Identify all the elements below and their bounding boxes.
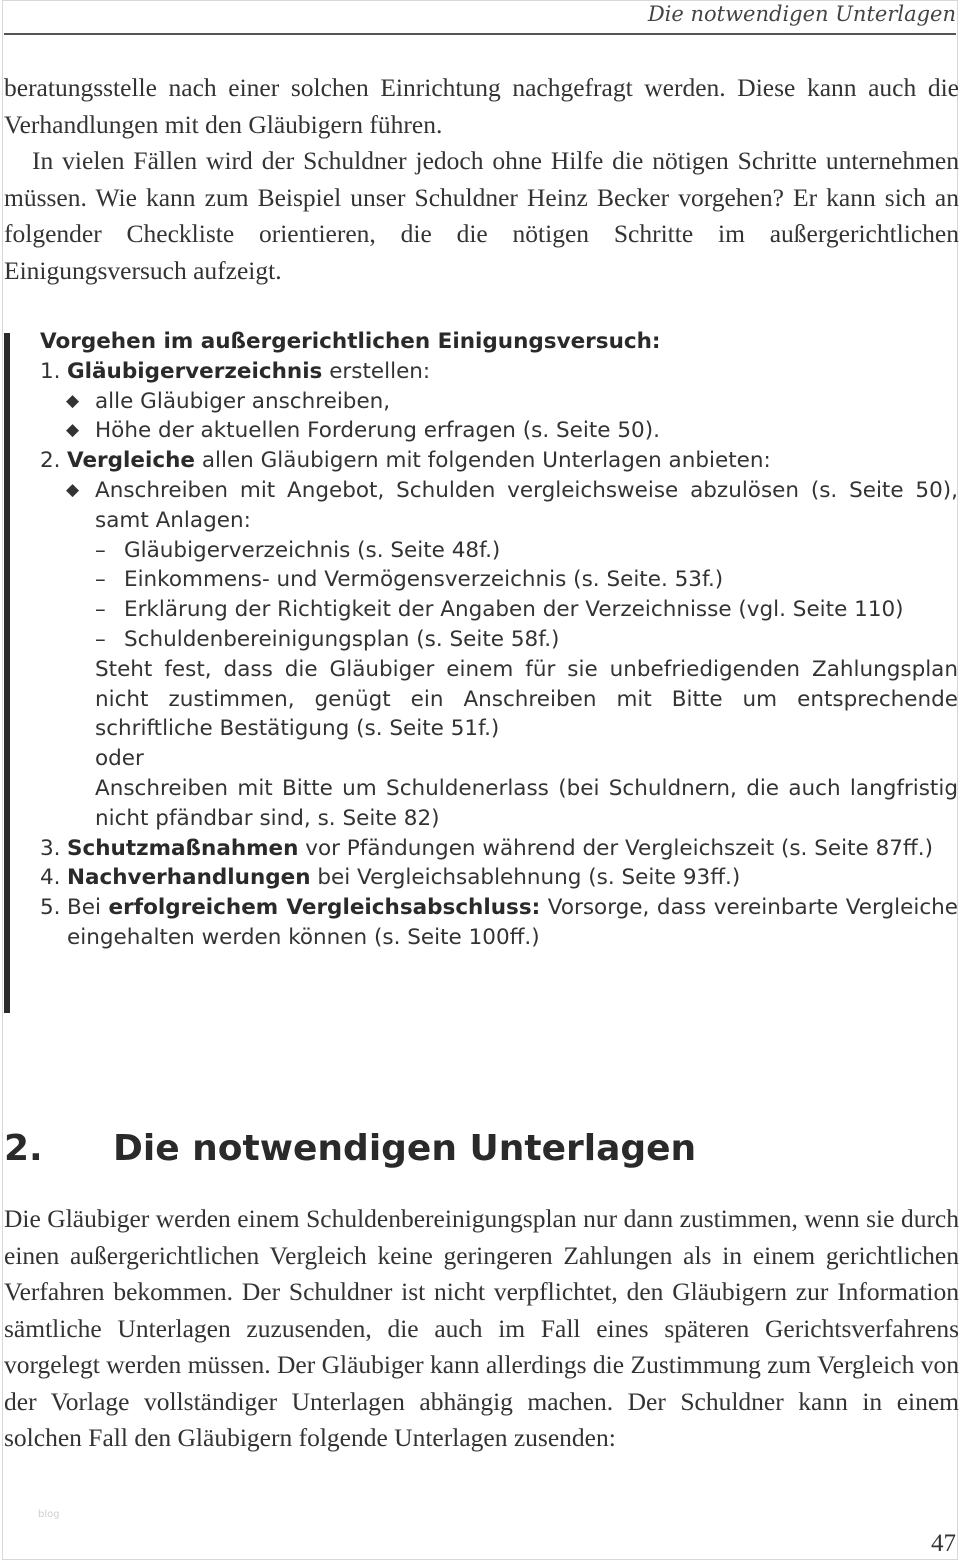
dash-bullet-icon: – [95,597,106,623]
watermark: blog [38,1509,60,1520]
dash-bullet-icon: – [95,537,106,563]
intro-text [4,70,959,290]
item-keyword: Schutzmaßnahmen [67,835,299,861]
section-number: 2. [4,1128,43,1169]
checklist-item-2: 2. Vergleiche allen Gläubigern mit folgenden Unterlagen anbieten: [40,446,958,476]
item-number: 3. [40,835,61,861]
diamond-bullet-icon: ◆ [66,390,80,411]
checklist-title: Vorgehen im außergerichtlichen Einigungsversuch: [40,329,661,354]
dash-item: – Gläubigerverzeichnis (s. Seite 48f.) [40,536,958,566]
item-keyword: Gläubigerverzeichnis [67,358,323,384]
section-heading [4,1126,696,1172]
item-number: 2. [40,448,61,474]
checklist-side-bar [4,333,10,1013]
checklist-box [40,327,958,953]
section-paragraph: Die Gläubiger werden einem Schuldenbereinigungsplan nur dann zustimmen, wenn sie durch einen außergerichtlichen Vergleich keine geringeren Zahlungen als in einem gerichtlichen Verfahren bekommen. Der Schuldner ist nicht verpflichtet, den Gläubigern zur Information sämtliche Unterlagen zuzusenden, die auch im Fall eines späteren Gerichtsverfahrens vorgelegt werden müssen. Der Gläubiger kann allerdings die Zustimmung zum Vergleich von der Vorlage vollständiger Unterlagen abhängig machen. Der Schuldner kann in einem solchen Fall den Gläubigern folgende Unterlagen zusenden: [4,1204,959,1452]
section-body [4,1201,959,1457]
section-title: Die notwendigen Unterlagen [113,1128,697,1169]
intro-paragraph-2: In vielen Fällen wird der Schuldner jedoch ohne Hilfe die nötigen Schritte unternehmen müssen. Wie kann zum Beispiel unser Schuldner Heinz Becker vorgehen? Er kann sich an folgender Checkliste orientieren, die die nötigen Schritte im außergerichtlichen Einigungsversuch aufzeigt. [4,146,959,285]
bullet-item: ◆ Höhe der aktuellen Forderung erfragen (s. Seite 50). [40,416,958,446]
dash-bullet-icon: – [95,567,106,593]
item-number: 4. [40,865,61,891]
page-number: 47 [931,1530,956,1557]
checklist-item-4: 4. Nachverhandlungen bei Vergleichsablehnung (s. Seite 93ff.) [40,863,958,893]
checklist-oder: oder [95,746,144,772]
checklist-item-3: 3. Schutzmaßnahmen vor Pfändungen während der Vergleichszeit (s. Seite 87ff.) [40,834,958,864]
item-number: 1. [40,358,61,384]
item-keyword: erfolgreichem Vergleichsabschluss: [108,895,541,921]
dash-item: – Erklärung der Richtigkeit der Angaben der Verzeichnisse (vgl. Seite 110) [40,595,958,625]
header-rule [4,33,956,35]
checklist-item-1: 1. Gläubigerverzeichnis erstellen: [40,357,958,387]
dash-bullet-icon: – [95,626,106,652]
bullet-item: ◆ alle Gläubiger anschreiben, [40,387,958,417]
item-keyword: Vergleiche [67,448,195,474]
item-keyword: Nachverhandlungen [67,865,311,891]
dash-item: – Schuldenbereinigungsplan (s. Seite 58f.) [40,625,958,655]
diamond-bullet-icon: ◆ [66,420,80,441]
item-number: 5. [40,895,61,921]
intro-paragraph-1: beratungsstelle nach einer solchen Einrichtung nachgefragt werden. Diese kann auch die Verhandlungen mit den Gläubigern führen. [4,73,959,139]
diamond-bullet-icon: ◆ [66,479,80,500]
checklist-note-1: Steht fest, dass die Gläubiger einem für sie unbefriedigenden Zahlungsplan nicht zustimmen, genügt ein Anschreiben mit Bitte um entsprechende schriftliche Bestätigung (s. Seite 51f.) [95,656,958,742]
running-head: Die notwendigen Unterlagen [647,2,956,26]
bullet-item: ◆ Anschreiben mit Angebot, Schulden vergleichsweise abzulösen (s. Seite 50), samt Anlagen: [66,477,958,533]
checklist-note-2: Anschreiben mit Bitte um Schuldenerlass (bei Schuldnern, die auch langfristig nicht pfändbar sind, s. Seite 82) [95,775,958,831]
dash-item: – Einkommens- und Vermögensverzeichnis (s. Seite. 53f.) [40,565,958,595]
checklist-item-5: 5. Bei erfolgreichem Vergleichsabschluss: Vorsorge, dass vereinbarte Vergleiche eingehalten werden können (s. Seite 100ff.) [40,895,958,950]
